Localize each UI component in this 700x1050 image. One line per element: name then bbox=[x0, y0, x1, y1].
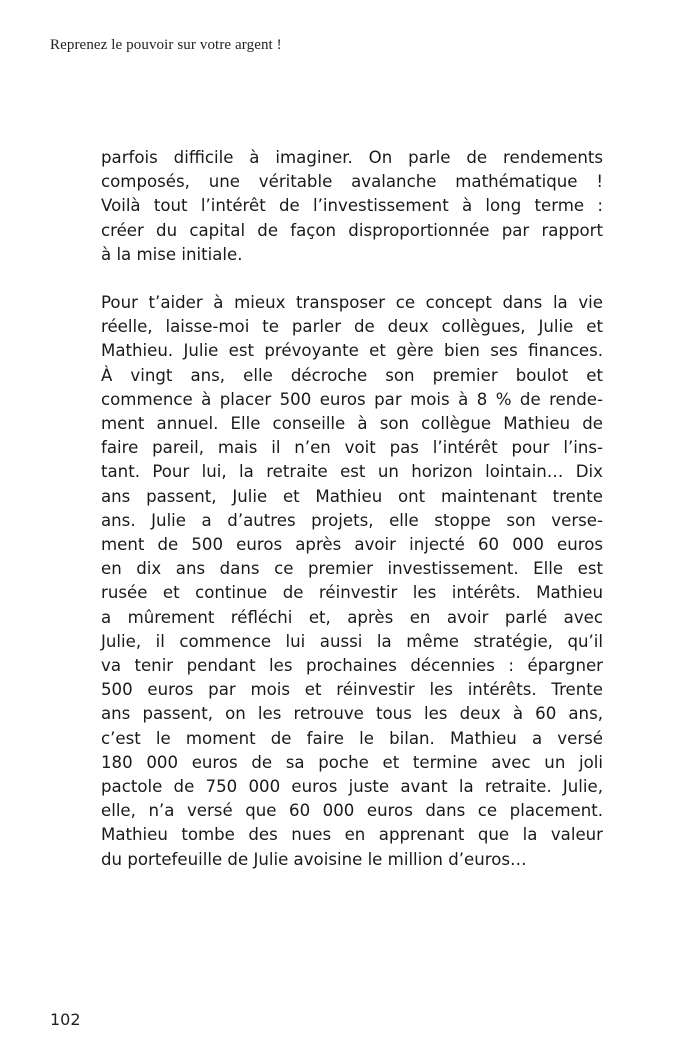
paragraph-1 bbox=[101, 146, 603, 267]
text-line: ans. Julie a d’autres projets, elle stoppe son verse- bbox=[101, 510, 603, 530]
text-line: Voilà tout l’intérêt de l’investissement à long terme : bbox=[101, 196, 603, 216]
text-line: tant. Pour lui, la retraite est un horizon lointain… Dix bbox=[101, 462, 603, 482]
text-line: elle, n’a versé que 60 000 euros dans ce placement. bbox=[101, 801, 603, 821]
text-line: À vingt ans, elle décroche son premier boulot et bbox=[101, 365, 603, 385]
text-line: pactole de 750 000 euros juste avant la retraite. Julie, bbox=[101, 777, 603, 797]
running-header: Reprenez le pouvoir sur votre argent ! bbox=[50, 37, 282, 53]
text-line: à la mise initiale. bbox=[101, 244, 243, 264]
body-text bbox=[101, 146, 603, 872]
text-line: réelle, laisse-moi te parler de deux collègues, Julie et bbox=[101, 317, 603, 337]
text-line: commence à placer 500 euros par mois à 8 % de rende- bbox=[101, 389, 603, 409]
text-line: en dix ans dans ce premier investissement. Elle est bbox=[101, 559, 603, 579]
text-line: faire pareil, mais il n’en voit pas l’intérêt pour l’ins- bbox=[101, 438, 603, 458]
text-line: c’est le moment de faire le bilan. Mathieu a versé bbox=[101, 728, 603, 748]
text-line: Pour t’aider à mieux transposer ce concept dans la vie bbox=[101, 293, 603, 313]
text-line: parfois difficile à imaginer. On parle de rendements bbox=[101, 148, 603, 167]
page-number: 102 bbox=[50, 1010, 81, 1029]
text-line: rusée et continue de réinvestir les intérêts. Mathieu bbox=[101, 583, 603, 603]
text-line: créer du capital de façon disproportionnée par rapport bbox=[101, 220, 603, 240]
text-line: Mathieu tombe des nues en apprenant que la valeur bbox=[101, 825, 603, 845]
text-line: va tenir pendant les prochaines décennies : épargner bbox=[101, 656, 603, 676]
text-line: a mûrement réfléchi et, après en avoir parlé avec bbox=[101, 607, 603, 627]
text-line: ans passent, on les retrouve tous les deux à 60 ans, bbox=[101, 704, 603, 724]
text-line: ans passent, Julie et Mathieu ont maintenant trente bbox=[101, 486, 603, 506]
text-line: Mathieu. Julie est prévoyante et gère bien ses finances. bbox=[101, 341, 603, 361]
text-line: 500 euros par mois et réinvestir les intérêts. Trente bbox=[101, 680, 603, 700]
text-line: du portefeuille de Julie avoisine le million d’euros… bbox=[101, 849, 527, 869]
text-line: 180 000 euros de sa poche et termine avec un joli bbox=[101, 752, 603, 772]
paragraph-2 bbox=[101, 291, 603, 872]
text-line: composés, une véritable avalanche mathématique ! bbox=[101, 172, 603, 192]
text-line: ment de 500 euros après avoir injecté 60 000 euros bbox=[101, 535, 603, 555]
text-line: ment annuel. Elle conseille à son collègue Mathieu de bbox=[101, 414, 603, 434]
text-line: Julie, il commence lui aussi la même stratégie, qu’il bbox=[101, 631, 603, 651]
